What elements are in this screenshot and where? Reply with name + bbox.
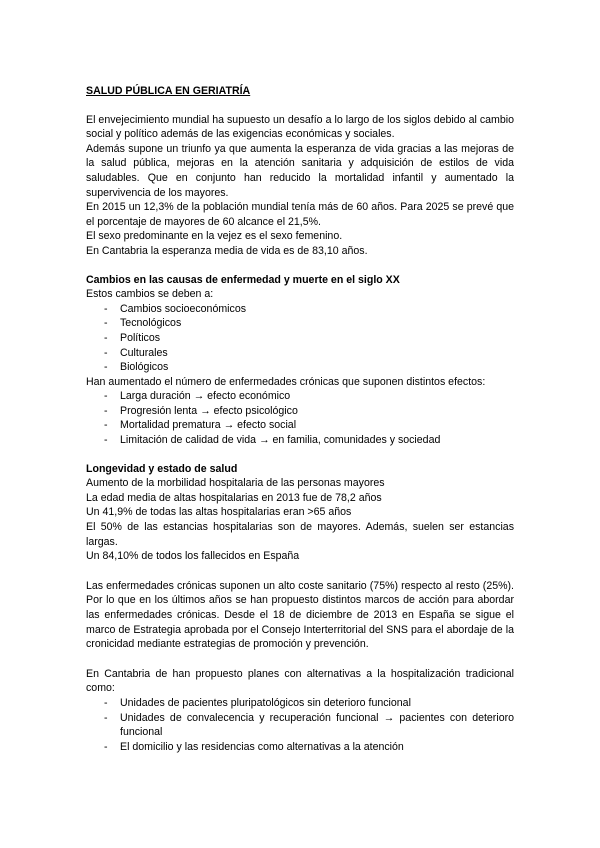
intro-paragraph-5: En Cantabria la esperanza media de vida es de 83,10 años. (86, 244, 368, 257)
list-item: - Culturales (86, 346, 514, 361)
alternatives-list (86, 696, 514, 754)
list-item: - Progresión lenta → efecto psicológico (86, 404, 514, 419)
document-title: SALUD PÚBLICA EN GERIATRÍA (86, 85, 251, 97)
list-item: - Limitación de calidad de vida → en familia, comunidades y sociedad (86, 433, 514, 448)
section-heading-causes: Cambios en las causas de enfermedad y muerte en el siglo XX (86, 273, 400, 286)
list-item: - Larga duración → efecto económico (86, 389, 514, 404)
longevity-line-4: El 50% de las estancias hospitalarias son de mayores. Además, suelen ser estancias largas. (86, 521, 514, 548)
list-item: - Tecnológicos (86, 316, 514, 331)
causes-list (86, 302, 514, 375)
causes-lead: Estos cambios se deben a: (86, 288, 214, 301)
list-item: - Cambios socioeconómicos (86, 302, 514, 317)
list-item: - Unidades de convalecencia y recuperación funcional → pacientes con deterioro funcional (86, 711, 514, 740)
intro-paragraph-4: El sexo predominante en la vejez es el sexo femenino. (86, 230, 343, 243)
intro-paragraph-2: Además supone un triunfo ya que aumenta la esperanza de vida gracias a las mejoras de la salud pública, mejoras en la atención sanitaria y adquisición de estilos de vida saludables. Que en conjunto han reducido la mortalidad infantil y aumentado la supervivencia de los mayores. (86, 142, 514, 199)
longevity-line-5: Un 84,10% de todos los fallecidos en España (86, 550, 300, 563)
effects-lead: Han aumentado el número de enfermedades crónicas que suponen distintos efectos: (86, 375, 486, 388)
list-item: - Unidades de pacientes pluripatológicos sin deterioro funcional (86, 696, 514, 711)
section-heading-longevity: Longevidad y estado de salud (86, 462, 238, 475)
cantabria-plans-paragraph: En Cantabria de han propuesto planes con alternativas a la hospitalización tradicional como: (86, 667, 514, 695)
intro-paragraph-1: El envejecimiento mundial ha supuesto un desafío a lo largo de los siglos debido al cambio social y político además de las exigencias económicas y sociales. (86, 113, 514, 141)
list-item: - Biológicos (86, 360, 514, 375)
list-item: - Mortalidad prematura → efecto social (86, 418, 514, 433)
intro-paragraph-3: En 2015 un 12,3% de la población mundial tenía más de 60 años. Para 2025 se prevé que el porcentaje de mayores de 60 alcance el 21,5%. (86, 201, 514, 228)
list-item: - Políticos (86, 331, 514, 346)
effects-list (86, 389, 514, 447)
longevity-line-3: Un 41,9% de todas las altas hospitalarias eran >65 años (86, 506, 352, 519)
longevity-line-2: La edad media de altas hospitalarias en 2013 fue de 78,2 años (86, 491, 382, 504)
list-item: - El domicilio y las residencias como alternativas a la atención (86, 740, 514, 755)
longevity-line-1: Aumento de la morbilidad hospitalaria de las personas mayores (86, 477, 385, 490)
chronic-diseases-paragraph: Las enfermedades crónicas suponen un alto coste sanitario (75%) respecto al resto (25%). Por lo que en los últimos años se han propuesto distintos marcos de acción para abordar las enfermedades crónicas. Desde el 18 de diciembre de 2013 en España se sigue el marco de Estrategia aprobada por el Consejo Interterritorial del SNS para el abordaje de la cronicidad mediante estrategias de promoción y prevención. (86, 579, 514, 651)
